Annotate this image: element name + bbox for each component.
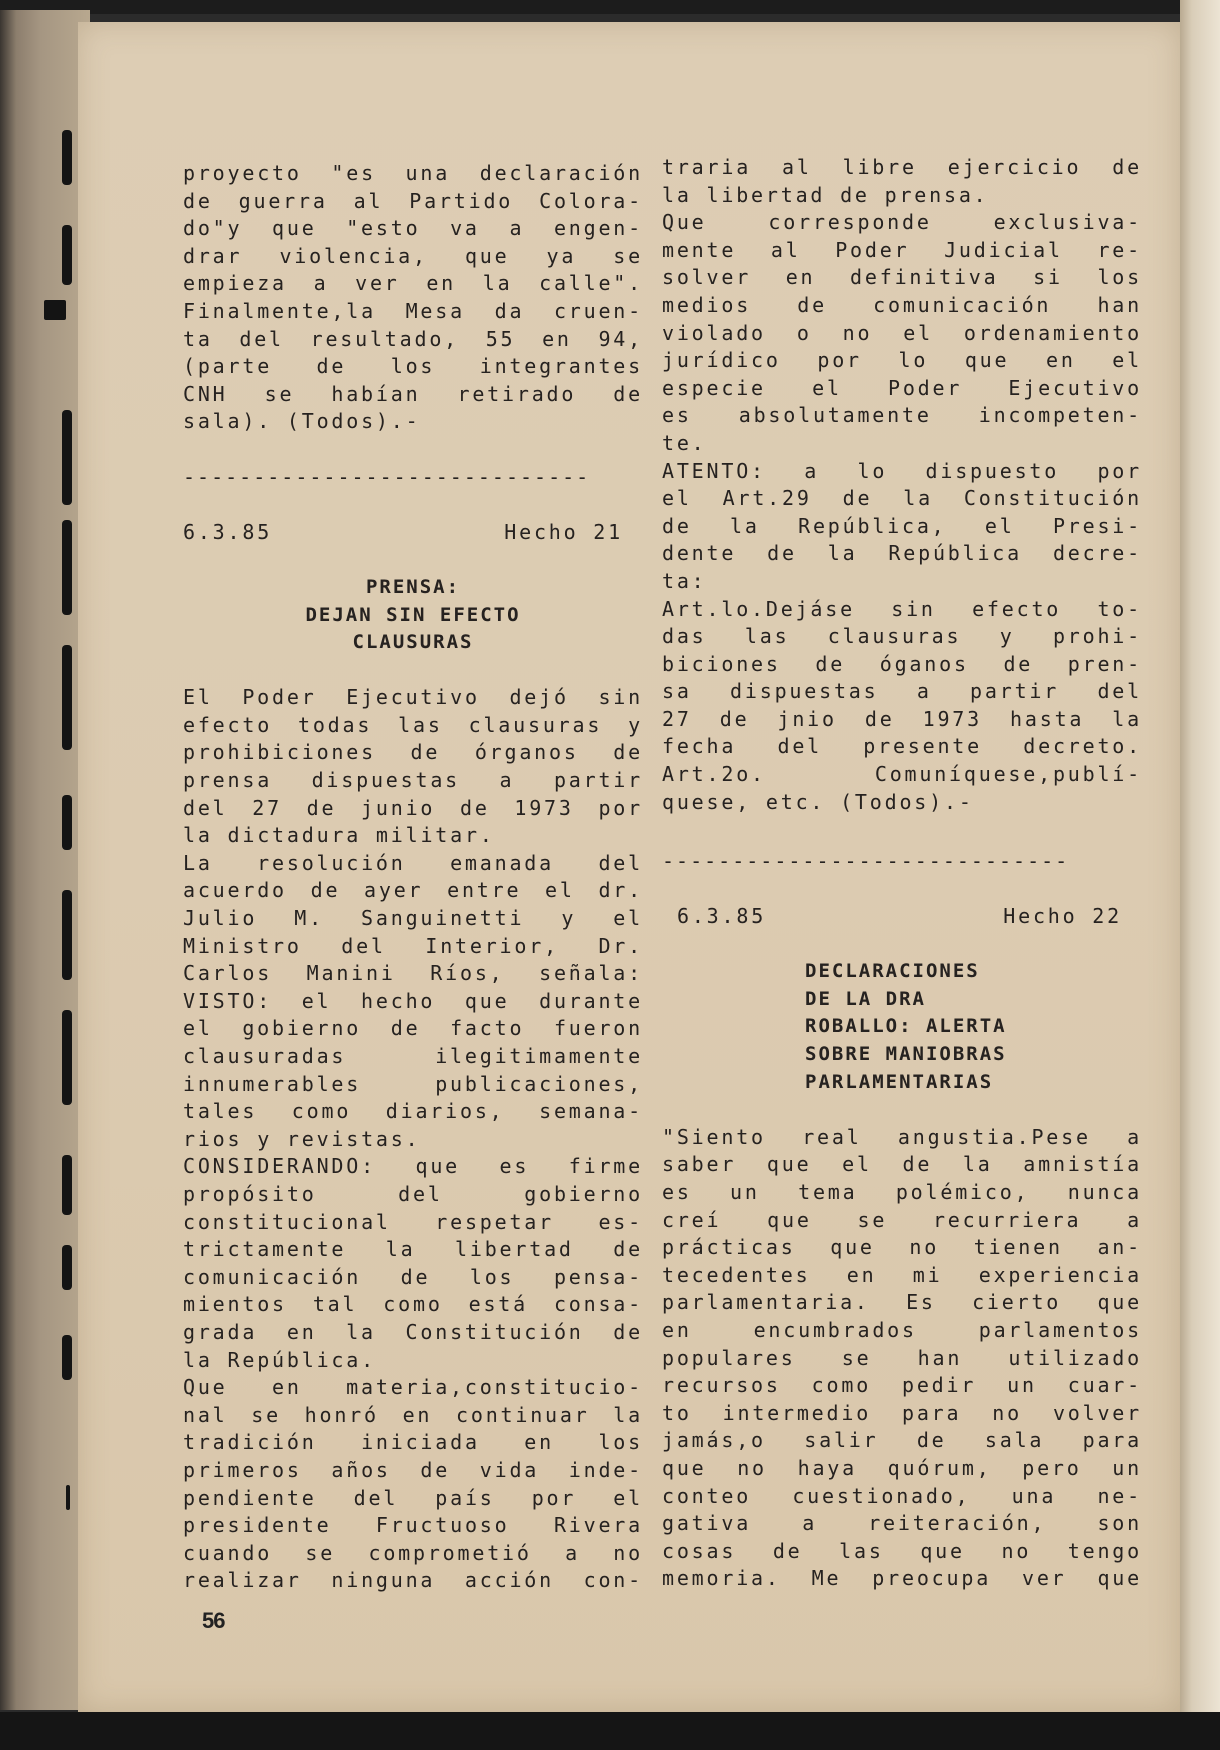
text-line: gativa a reiteración, son xyxy=(662,1511,1142,1536)
text-line: especie el Poder Ejecutivo xyxy=(662,375,1142,400)
text-line: parlamentaria. Es cierto que xyxy=(662,1290,1142,1315)
text-line: cuando se comprometió a no xyxy=(183,1540,643,1565)
text-line: CONSIDERANDO: que es firme xyxy=(183,1154,643,1179)
text-line: fecha del presente decreto. xyxy=(662,734,1142,759)
text-line: nal se honró en continuar la xyxy=(183,1402,643,1427)
text-line: el Art.29 de la Constitución xyxy=(662,486,1142,511)
text-line: jamás,o salir de sala para xyxy=(662,1428,1142,1453)
text-line: prácticas que no tienen an- xyxy=(662,1235,1142,1260)
text-line: recursos como pedir un cuar- xyxy=(662,1373,1142,1398)
page-right-edge xyxy=(1180,0,1220,1750)
text-line: ta: xyxy=(662,568,707,593)
text-line: tales como diarios, semana- xyxy=(183,1099,643,1124)
text-line: el gobierno de facto fueron xyxy=(183,1016,643,1041)
article-dateline xyxy=(662,903,1142,931)
binding-mark xyxy=(62,130,72,185)
text-line: Ministro del Interior, Dr. xyxy=(183,933,643,958)
text-line: innumerables publicaciones, xyxy=(183,1071,643,1096)
text-line: solver en definitiva si los xyxy=(662,265,1142,290)
page-number: 56 xyxy=(202,1608,225,1633)
headline-line: DECLARACIONES xyxy=(805,960,980,983)
text-line: mente al Poder Judicial re- xyxy=(662,237,1142,262)
article-separator: ----------------------------- xyxy=(183,464,591,489)
headline-line: PARLAMENTARIAS xyxy=(805,1070,994,1093)
text-line: 27 de jnio de 1973 hasta la xyxy=(662,706,1142,731)
headline-line: CLAUSURAS xyxy=(352,631,474,654)
text-line: quese, etc. (Todos).- xyxy=(662,789,974,814)
text-line: medios de comunicación han xyxy=(662,292,1142,317)
binding-mark xyxy=(62,890,72,980)
scan-top-border xyxy=(0,0,1220,14)
text-line: es absolutamente incompeten- xyxy=(662,403,1142,428)
text-line: propósito del gobierno xyxy=(183,1181,643,1206)
headline-line: PRENSA: xyxy=(365,575,461,598)
text-line: sala). (Todos).- xyxy=(183,409,421,434)
text-line: La resolución emanada del xyxy=(183,850,643,875)
scan-bottom-border xyxy=(0,1712,1220,1750)
text-line: VISTO: el hecho que durante xyxy=(183,988,643,1013)
text-line: drar violencia, que ya se xyxy=(183,243,643,268)
text-line: efecto todas las clausuras y xyxy=(183,712,643,737)
text-line: trictamente la libertad de xyxy=(183,1237,643,1262)
text-line: prensa dispuestas a partir xyxy=(183,768,643,793)
text-line: del 27 de junio de 1973 por xyxy=(183,795,643,820)
text-line: mientos tal como está consa- xyxy=(183,1292,643,1317)
text-line: la República. xyxy=(183,1347,376,1372)
text-line: Que en materia,constitucio- xyxy=(183,1375,643,1400)
text-line: ATENTO: a lo dispuesto por xyxy=(662,458,1142,483)
binding-mark xyxy=(62,795,72,850)
binding-mark xyxy=(62,1335,72,1380)
text-line: jurídico por lo que en el xyxy=(662,348,1142,373)
article-date: 6.3.85 xyxy=(677,904,767,929)
headline-line: DEJAN SIN EFECTO xyxy=(305,603,521,626)
text-line: sa dispuestas a partir del xyxy=(662,679,1142,704)
headline-line: SOBRE MANIOBRAS xyxy=(805,1043,1007,1065)
binding-mark xyxy=(62,645,72,750)
text-line: tradición iniciada en los xyxy=(183,1430,643,1455)
text-line: clausuradas ilegitimamente xyxy=(183,1044,643,1068)
text-line: de guerra al Partido Colora- xyxy=(183,188,643,213)
article-dateline xyxy=(183,519,643,547)
article-separator: ----------------------------- xyxy=(662,848,1070,873)
text-line: grada en la Constitución de xyxy=(183,1319,643,1344)
binding-mark xyxy=(62,1010,72,1105)
text-line: prohibiciones de órganos de xyxy=(183,740,643,765)
text-line: te. xyxy=(662,430,707,455)
article-date: 6.3.85 xyxy=(183,519,273,544)
headline-line: ROBALLO: ALERTA xyxy=(805,1015,1007,1038)
text-line: que no haya quórum, pero un xyxy=(662,1455,1142,1480)
binding-mark xyxy=(62,1155,72,1215)
text-line: "Siento real angustia.Pese a xyxy=(662,1124,1142,1149)
binding-mark xyxy=(62,225,72,285)
text-line: saber que el de la amnistía xyxy=(662,1152,1142,1177)
text-line: do"y que "esto va a engen- xyxy=(183,216,643,241)
right-column xyxy=(662,154,1142,1593)
text-line: de la República, el Presi- xyxy=(662,513,1142,538)
text-line: ta del resultado, 55 en 94, xyxy=(183,326,643,351)
text-line: CNH se habían retirado de xyxy=(183,381,643,406)
text-line: la dictadura militar. xyxy=(183,823,495,848)
headline-line: DE LA DRA xyxy=(805,987,926,1010)
text-line: comunicación de los pensa- xyxy=(183,1264,643,1289)
text-line: Que corresponde exclusiva- xyxy=(662,210,1142,235)
text-line: traria al libre ejercicio de xyxy=(662,155,1142,179)
text-line: populares se han utilizado xyxy=(662,1345,1142,1370)
text-line: biciones de óganos de pren- xyxy=(662,651,1142,676)
left-column xyxy=(183,160,643,1595)
text-line: memoria. Me preocupa ver que xyxy=(662,1566,1142,1591)
text-line: en encumbrados parlamentos xyxy=(662,1317,1142,1342)
text-line: creí que se recurriera a xyxy=(662,1207,1142,1232)
text-line: cosas de las que no tengo xyxy=(662,1538,1142,1563)
text-line: (parte de los integrantes xyxy=(183,354,643,379)
text-line: primeros años de vida inde- xyxy=(183,1457,643,1482)
binding-mark xyxy=(62,1245,72,1290)
binding-mark xyxy=(44,300,66,320)
article-headline xyxy=(662,958,1142,1096)
article-hecho: Hecho 22 xyxy=(1003,904,1122,929)
text-line: acuerdo de ayer entre el dr. xyxy=(183,878,643,903)
text-line: pendiente del país por el xyxy=(183,1485,643,1510)
text-line: realizar ninguna acción con- xyxy=(183,1568,643,1593)
text-line: constitucional respetar es- xyxy=(183,1209,643,1234)
text-line: rios y revistas. xyxy=(183,1126,421,1151)
text-line: to intermedio para no volver xyxy=(662,1400,1142,1425)
binding-marks xyxy=(44,120,74,1670)
binding-mark xyxy=(62,520,72,615)
text-line: proyecto "es una declaración xyxy=(183,161,643,185)
text-line: das las clausuras y prohi- xyxy=(662,624,1142,649)
article-hecho: Hecho 21 xyxy=(504,519,623,544)
text-line: dente de la República decre- xyxy=(662,541,1142,566)
text-line: la libertad de prensa. xyxy=(662,182,989,207)
text-line: El Poder Ejecutivo dejó sin xyxy=(183,685,643,710)
text-line: presidente Fructuoso Rivera xyxy=(183,1513,643,1538)
text-line: Julio M. Sanguinetti y el xyxy=(183,906,643,931)
text-line: es un tema polémico, nunca xyxy=(662,1179,1142,1204)
text-line: Finalmente,la Mesa da cruen- xyxy=(183,298,643,323)
text-line: Carlos Manini Ríos, señala: xyxy=(183,961,643,986)
article-headline xyxy=(183,574,643,657)
binding-mark xyxy=(66,1485,70,1510)
binding-mark xyxy=(62,410,72,505)
text-line: violado o no el ordenamiento xyxy=(662,320,1142,345)
text-line: Art.lo.Dejáse sin efecto to- xyxy=(662,596,1142,621)
text-line: empieza a ver en la calle". xyxy=(183,271,643,296)
text-line: tecedentes en mi experiencia xyxy=(662,1262,1142,1287)
text-line: conteo cuestionado, una ne- xyxy=(662,1483,1142,1508)
text-line: Art.2o. Comuníquese,publí- xyxy=(662,762,1142,787)
